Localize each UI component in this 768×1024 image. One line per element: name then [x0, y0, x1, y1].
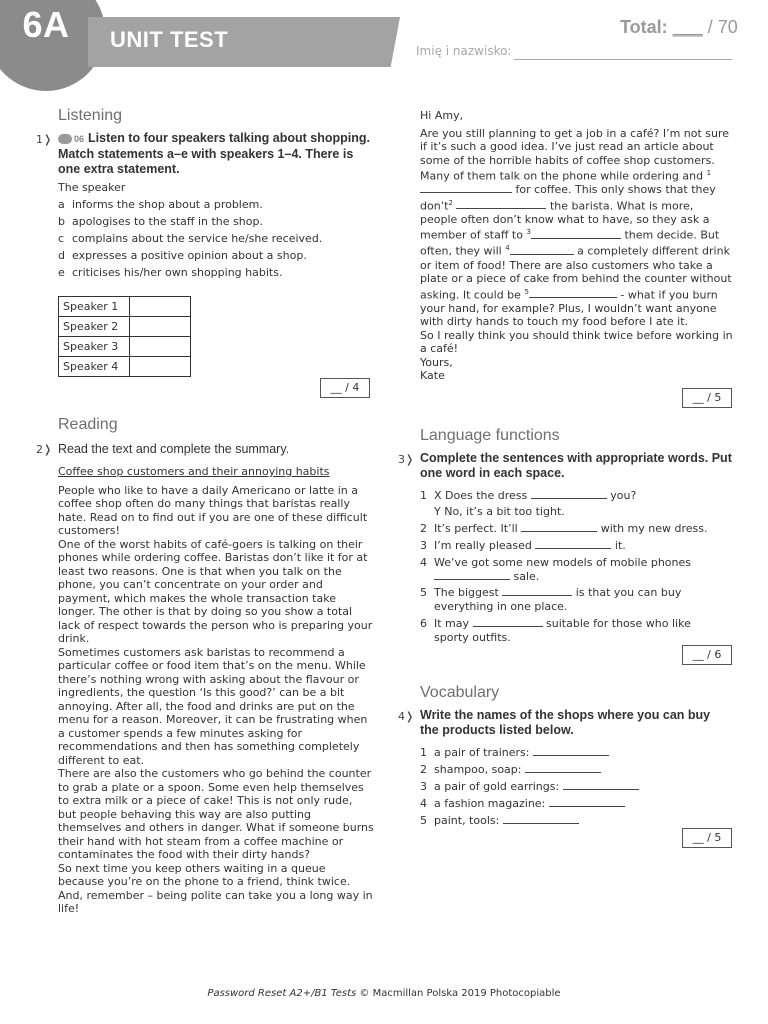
table-row: Speaker 1	[59, 297, 191, 317]
reading-instruction: Read the text and complete the summary.	[58, 442, 290, 456]
statement-e: e criticises his/her own shopping habits.	[58, 266, 283, 279]
answer-box[interactable]	[130, 337, 191, 357]
table-row: Speaker 3	[59, 337, 191, 357]
vocab-item-5: 5 paint, tools:	[420, 814, 579, 827]
name-label: Imię i nazwisko:	[416, 44, 512, 58]
cd-icon	[58, 134, 72, 144]
vocab-item-3: 3 a pair of gold earrings:	[420, 780, 639, 793]
article-paragraph: Sometimes customers ask baristas to recommend a particular coffee or food item that’s on the menu. While there’s nothing wrong with asking about the flavour or ingredients, the question ‘Is this good?’ can be a bit annoying. After all, the food and drinks are put on the menu for a reason. Moreover, it can be frustrating when a customer spends a few minutes asking for recommendations and then has something completely different to eat.	[58, 645, 368, 767]
lf-gap-2[interactable]	[521, 522, 597, 532]
lf-gap-3[interactable]	[535, 539, 611, 549]
listening-score-box[interactable]: __ / 4	[320, 378, 370, 398]
gap-3[interactable]	[531, 229, 621, 239]
gap-2[interactable]	[456, 199, 546, 209]
summary-letter	[420, 109, 734, 383]
vocab-item-4: 4 a fashion magazine:	[420, 797, 625, 810]
article-paragraph: There are also the customers who go behind the counter to grab a plate or a spoon. Some even help themselves to extra milk or a piece of cake! This is not only rude, but people behaving this way are also putting themselves and others in danger. What if someone burns their hand with hot steam from a coffee machine or contaminates the food with their dirty hands?	[58, 767, 374, 861]
lf-item-1-answer: Y No, it’s a bit too tight.	[434, 505, 565, 518]
lf-item-6: 6 It may suitable for those who like sporty outfits.	[420, 617, 691, 644]
vocabulary-title: Vocabulary	[420, 684, 500, 701]
gap-5[interactable]	[529, 288, 617, 298]
vocab-gap-4[interactable]	[549, 797, 625, 807]
lf-gap-5[interactable]	[502, 586, 572, 596]
answer-box[interactable]	[130, 317, 191, 337]
name-field[interactable]	[514, 59, 732, 60]
letter-signoff: Yours,	[420, 355, 453, 369]
lf-gap-4[interactable]	[434, 570, 510, 580]
statement-c: c complains about the service he/she received.	[58, 232, 323, 245]
language-functions-title: Language functions	[420, 427, 560, 444]
vocab-gap-3[interactable]	[563, 780, 639, 790]
article-paragraph: One of the worst habits of café-goers is talking on their phones while ordering coffee. Baristas don’t like it for at least two reasons. One is that when you talk on the phone, you can’t concentrate on your order and payment, which makes the whole transaction take longer. The other is that by doing so you show a total lack of respect towards the person who is preparing your drink.	[58, 537, 373, 645]
letter-body: Are you still planning to get a job in a café? I’m not sure if it’s such a good idea. I’ve just read an article about some of the horrible habits of coffee shop customers. Many of them talk on the phone while ordering and $^1$ for coffee. This only shows that they $don’t^2$ the barista. What is more, people often don’t know what to have, so they ask a member of staff to $^3$ them decide. But often, they will $^4$ a completely different drink or item of food! There are also customers who take a plate or a piece of cake from behind the counter without asking. It could be $^5$ - what if you burn your hand, for example? Plus, I wouldn’t want anyone with dirty hands to touch my food before I ate it.	[420, 126, 732, 329]
listening-title: Listening	[58, 107, 123, 124]
statement-d: d expresses a positive opinion about a shop.	[58, 249, 307, 262]
table-row: Speaker 4	[59, 357, 191, 377]
lf-gap-6[interactable]	[473, 617, 543, 627]
lf-gap-1[interactable]	[531, 489, 607, 499]
letter-signature: Kate	[420, 369, 445, 383]
language-functions-instruction: Complete the sentences with appropriate words. Put one word in each space.	[420, 451, 732, 480]
lf-item-4: 4 We’ve got some new models of mobile phones sale.	[420, 556, 692, 583]
vocabulary-instruction: Write the names of the shops where you can buy the products listed below.	[420, 708, 711, 737]
statement-intro: The speaker	[58, 181, 126, 194]
letter-greeting: Hi Amy,	[420, 109, 464, 122]
article-paragraph: So next time you keep others waiting in a queue because you’re on the phone to a friend, think twice. And, remember – being polite can take you a long way in life!	[58, 861, 373, 915]
vocab-gap-2[interactable]	[525, 763, 601, 773]
lf-item-3: 3 I’m really pleased it.	[420, 539, 626, 552]
total-score: Total: ___ / 70	[620, 17, 738, 37]
vocab-item-1: 1 a pair of trainers:	[420, 746, 609, 759]
statement-a: a informs the shop about a problem.	[58, 198, 263, 211]
gap-4[interactable]	[510, 245, 574, 255]
question-number-4: 4❭	[398, 710, 415, 723]
answer-box[interactable]	[130, 357, 191, 377]
listening-instruction: 06 Listen to four speakers talking about shopping. Match statements a–e with speakers 1–4. There is one extra statement.	[58, 131, 370, 176]
vocab-gap-1[interactable]	[533, 746, 609, 756]
article-title: Coffee shop customers and their annoying habits	[58, 465, 330, 478]
letter-closing: So I really think you should think twice before working in a café!	[420, 328, 733, 356]
language-functions-score-box[interactable]: __ / 6	[682, 645, 732, 665]
question-number-3: 3❭	[398, 453, 415, 466]
vocab-item-2: 2 shampoo, soap:	[420, 763, 601, 776]
page-title: UNIT TEST	[110, 27, 229, 52]
speaker-table	[58, 296, 191, 377]
vocab-gap-5[interactable]	[503, 814, 579, 824]
table-row: Speaker 2	[59, 317, 191, 337]
answer-box[interactable]	[130, 297, 191, 317]
lf-item-5: 5 The biggest is that you can buy everything in one place.	[420, 586, 682, 613]
question-number-2: 2❭	[36, 443, 53, 456]
statement-b: b apologises to the staff in the shop.	[58, 215, 263, 228]
article-paragraph: People who like to have a daily Americano or latte in a coffee shop often do many things that baristas really hate. Read on to find out if you are one of these difficult customers!	[58, 483, 368, 537]
question-number-1: 1❭	[36, 133, 53, 146]
gap-1[interactable]	[420, 183, 512, 193]
reading-article	[58, 465, 374, 916]
unit-number: 6A	[22, 4, 70, 45]
vocabulary-score-box[interactable]: __ / 5	[682, 828, 732, 848]
reading-title: Reading	[58, 416, 118, 433]
reading-score-box[interactable]: __ / 5	[682, 388, 732, 408]
lf-item-2: 2 It’s perfect. It’ll with my new dress.	[420, 522, 708, 535]
page-footer: Password Reset A2+/B1 Tests © Macmillan Polska 2019 Photocopiable	[207, 988, 561, 999]
lf-item-1: 1 X Does the dress you?	[420, 489, 637, 502]
